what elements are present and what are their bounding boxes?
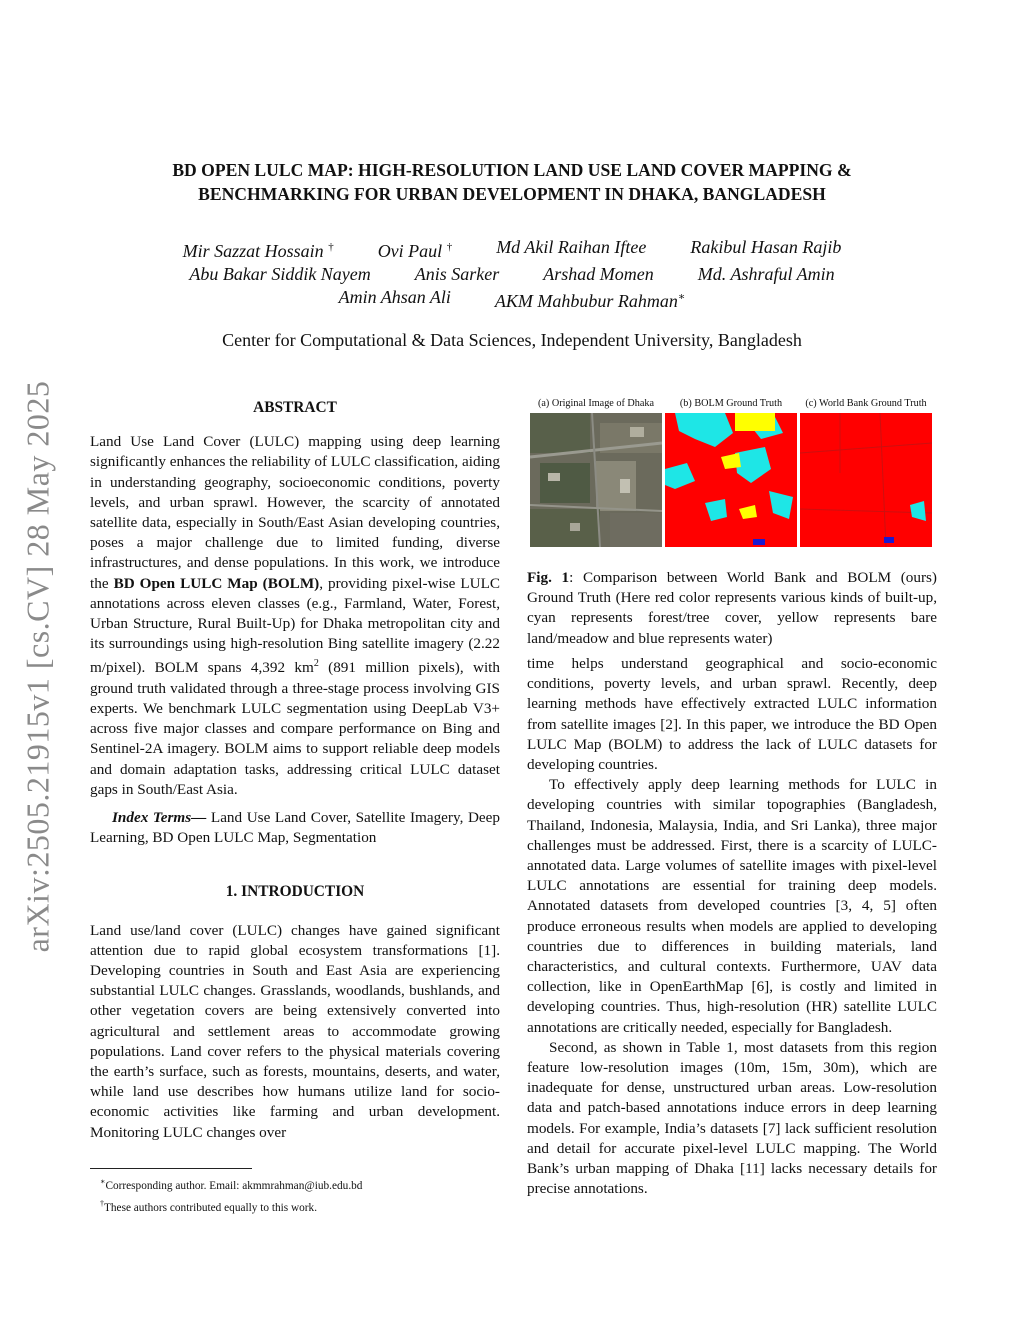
subfigure-a-label: (a) Original Image of Dhaka <box>538 398 654 409</box>
bolm-ground-truth-map <box>665 413 797 547</box>
title-line-1: BD OPEN LULC MAP: HIGH-RESOLUTION LAND USE LAND COVER MAPPING & <box>172 160 852 180</box>
figure-1-caption: Fig. 1: Comparison between World Bank and BOLM (ours) Ground Truth (Here red color represents various kinds of built-up, cyan represents forest/tree cover, yellow represents bare land/meadow and blue represents water) <box>527 569 937 647</box>
footnote-equal-contribution: †These authors contributed equally to this work. <box>100 1198 318 1214</box>
author-name: AKM Mahbubur Rahman∗ <box>494 291 686 311</box>
subfigure-c-label: (c) World Bank Ground Truth <box>805 398 927 409</box>
author-name: Rakibul Hasan Rajib <box>690 237 842 257</box>
left-column <box>90 398 500 1143</box>
paper-title <box>100 158 924 206</box>
title-line-2: BENCHMARKING FOR URBAN DEVELOPMENT IN DHAKA, BANGLADESH <box>198 184 826 204</box>
introduction-heading: 1. INTRODUCTION <box>225 883 365 901</box>
figure-1 <box>530 398 932 547</box>
footnote-corresponding-author: ∗Corresponding author. Email: akmmrahman@iub.edu.bd <box>100 1177 363 1192</box>
satellite-image <box>530 413 662 547</box>
author-name: Abu Bakar Siddik Nayem <box>189 264 371 284</box>
affiliation: Center for Computational & Data Sciences, Independent University, Bangladesh <box>222 330 802 350</box>
author-list <box>100 236 924 313</box>
author-name: Arshad Momen <box>543 264 654 284</box>
footnote-divider <box>90 1168 252 1169</box>
world-bank-ground-truth-map <box>800 413 932 547</box>
abstract-heading: ABSTRACT <box>253 399 337 416</box>
footnotes <box>100 1173 520 1217</box>
author-name: Anis Sarker <box>414 264 500 284</box>
paragraph: Second, as shown in Table 1, most datasets from this region feature low-resolution images (10m, 15m, 30m), which are inadequate for dense, unstructured urban areas. Low-resolution data and patch-based annotations induce errors in deep learning models. For example, India’s datasets [7] lack sufficient resolution and detail for accurate pixel-level LULC mapping. The World Bank’s urban mapping of Dhaka [11] lacks necessary details for precise annotations. <box>527 1038 937 1198</box>
author-name: Mir Sazzat Hossain † <box>182 241 334 261</box>
author-name: Md. Ashraful Amin <box>697 264 835 284</box>
subfigure-b-label: (b) BOLM Ground Truth <box>679 398 783 409</box>
right-column-text <box>527 654 937 1199</box>
author-name: Amin Ahsan Ali <box>338 287 451 307</box>
paragraph: time helps understand geographical and socio-economic conditions, poverty levels, and urban sprawl. Recently, deep learning methods have effectively extracted LULC information from satellite images [2]. In this paper, we introduce the BD Open LULC Map (BOLM) to address the lack of LULC datasets for developing countries. <box>527 655 937 774</box>
author-name: Md Akil Raihan Iftee <box>496 237 647 257</box>
author-name: Ovi Paul † <box>377 241 453 261</box>
abstract-text: Land Use Land Cover (LULC) mapping using deep learning significantly enhances the reliability of LULC classification, aiding in understanding geography, socioeconomic conditions, poverty levels, and urban sprawl. However, the scarcity of annotated satellite data, especially in South/East Asian developing countries, poses a major challenge due to limited funding, diverse infrastructures, and dense populations. In this work, we introduce the BD Open LULC Map (BOLM), providing pixel-wise LULC annotations across eleven classes (e.g., Farmland, Water, Forest, Urban Structure, Rural Built-Up) for Dhaka metropolitan city and its surroundings using high-resolution Bing satellite imagery (2.22 m/pixel). BOLM spans 4,392 $km^2$ (891 million pixels), with ground truth validated through a three-stage process involving GIS experts. We benchmark LULC segmentation using DeepLab V3+ across five major classes and compare performance on Bing and Sentinel-2A imagery. BOLM aims to support reliable deep models and domain adaptation tasks, addressing critical LULC dataset gaps in South/East Asia. <box>90 433 500 798</box>
arxiv-stamp: arXiv:2505.21915v1 [cs.CV] 28 May 2025 <box>19 380 56 952</box>
paragraph: To effectively apply deep learning methods for LULC in developing countries with similar topographies (Bangladesh, Thailand, Indonesia, Malaysia, India, and Sri Lanka), three major challenges must be addressed. First, there is a scarcity of LULC-annotated data. Large volumes of satellite images with pixel-level LULC annotations are essential for training deep models. Annotated datasets from developed countries [3, 4, 5] often produce erroneous results when models are applied to developing countries due to differences in building materials, land characteristics, and cultural contexts. Furthermore, UAV data collection, like in OpenEarthMap [6], is costly and limited in developing countries. Thus, high-resolution (HR) satellite LULC annotations are critically needed, especially for Bangladesh. <box>527 776 937 1036</box>
intro-paragraph: Land use/land cover (LULC) changes have gained significant attention due to rapid global ecosystem transformations [1]. Developing countries in South and East Asia are experiencing substantial LULC changes. Grasslands, woodlands, bushlands, and other vegetation covers are being extensively converted into agricultural and settlement areas to accommodate growing populations. Land cover refers to the physical materials covering the earth’s surface, such as forests, mountains, deserts, and water, while land use describes how humans utilize land for socio-economic activities like farming and urban development. Monitoring LULC changes over <box>90 921 500 1141</box>
index-terms: Index Terms— Land Use Land Cover, Satellite Imagery, Deep Learning, BD Open LULC Map, Segmentation <box>90 808 500 847</box>
